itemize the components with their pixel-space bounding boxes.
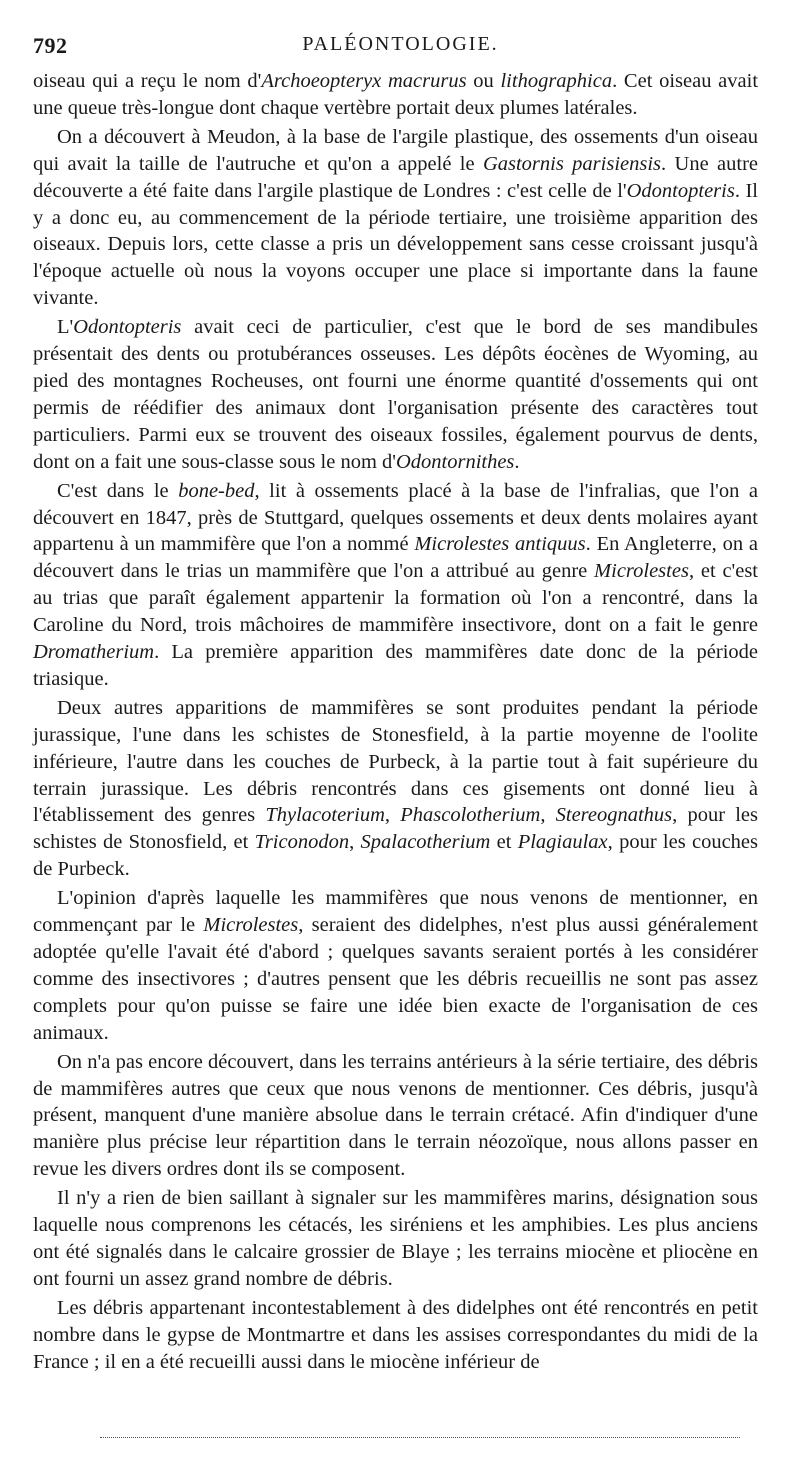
- text-run: . En Angleterre, on a découvert dans le trias un mammifère que l'on a attribué au genre: [33, 533, 758, 583]
- italic-text-run: Odontopteris: [626, 179, 735, 202]
- text-run: , et c'est au trias que paraît également appartenir la formation où l'on a rencontré, dans la Caroline du Nord, trois mâchoires de mammifère insectivore, dont on a fait le genre: [33, 560, 759, 637]
- page-number: 792: [33, 33, 68, 58]
- text-run: On a découvert à Meudon, à la base de l'argile plastique, des ossements d'un oiseau qui avait la taille de l'autruche et qu'on a appelé le: [33, 125, 758, 175]
- text-run: , pour les schistes de Stonosfield, et: [33, 804, 759, 854]
- italic-text-run: bone-bed: [178, 479, 255, 502]
- text-run: ,: [384, 804, 401, 827]
- text-run: , pour les couches de Purbeck.: [33, 831, 759, 881]
- running-title: PALÉONTOLOGIE.: [302, 33, 499, 55]
- paragraph: [33, 695, 758, 883]
- paragraph: [33, 124, 758, 312]
- text-run: et: [490, 831, 518, 854]
- italic-text-run: Spalacotherium: [360, 831, 491, 854]
- text-run: . Cet oiseau avait une queue très-longue dont chaque vertèbre portait deux plumes latérales.: [33, 70, 759, 119]
- paragraph: [33, 478, 758, 693]
- text-run: . Il y a donc eu, au commencement de la période tertiaire, une troisième apparition des oiseaux. Depuis lors, cette classe a pris un développement sans cesse croissant jusqu'à l'époque actuelle où nous la voyons occuper une place si importante dans la faune vivante.: [33, 179, 758, 310]
- paragraph: [33, 885, 758, 1046]
- italic-text-run: Archoeopteryx macrurus: [261, 70, 467, 92]
- text-run: C'est dans le: [57, 479, 179, 502]
- italic-text-run: Microlestes: [594, 560, 689, 583]
- italic-text-run: Stereognathus: [555, 804, 673, 827]
- text-run: Les débris appartenant incontestablement à des didelphes ont été rencontrés en petit nombre dans le gypse de Montmartre et dans les assises correspondantes du midi de la France ; il en a été recueilli aussi dans le miocène inférieur de: [33, 1296, 758, 1373]
- italic-text-run: Thylacoterium: [265, 804, 385, 827]
- text-run: On n'a pas encore découvert, dans les terrains antérieurs à la série tertiaire, des débris de mammifères autres que ceux que nous venons de mentionner. Ces débris, jusqu'à présent, manquent d'une manière absolue dans le terrain crétacé. Afin d'indiquer d'une manière plus précise leur répartition dans le terrain néozoïque, nous allons passer en revue les divers ordres dont ils se composent.: [33, 1050, 758, 1181]
- italic-text-run: Microlestes antiquus: [414, 533, 586, 556]
- italic-text-run: Microlestes: [203, 914, 299, 937]
- italic-text-run: Plagiaulax: [517, 831, 608, 854]
- italic-text-run: Dromatherium: [33, 641, 155, 664]
- text-run: , lit à ossements placé à la base de l'infralias, que l'on a découvert en 1847, près de Stuttgard, quelques ossements et deux dents molaires ayant appartenu à un mammifère que l'on a nommé: [33, 479, 758, 556]
- text-run: ,: [540, 804, 556, 827]
- italic-text-run: Phascolotherium: [400, 804, 541, 827]
- text-run: . La première apparition des mammifères date donc de la période triasique.: [33, 641, 758, 690]
- text-run: , seraient des didelphes, n'est plus aussi généralement adoptée qu'elle l'avait été d'abord ; quelques savants seraient portés à les considérer comme des insectivores ; d'autres pensent que les débris recueillis ne sont pas assez complets pour qu'on puisse se faire une idée bien exacte de l'organisation de ces animaux.: [33, 914, 759, 1044]
- paragraph: [33, 1049, 758, 1184]
- paragraph: [33, 314, 758, 475]
- text-run: ou: [466, 70, 501, 92]
- text-run: L'opinion d'après laquelle les mammifères que nous venons de mentionner, en commençant par le: [33, 887, 758, 937]
- page-header: [33, 33, 768, 59]
- italic-text-run: lithographica: [500, 70, 613, 92]
- text-run: avait ceci de particulier, c'est que le bord de ses mandibules présentait des dents ou protubérances osseuses. Les dépôts éocènes de Wyoming, au pied des montagnes Rocheuses, ont fourni une énorme quantité d'ossements qui ont permis de réédifier des animaux dont l'organisation présente des caractères tout particuliers. Parmi eux se trouvent des oiseaux fossiles, également pourvus de dents, dont on a fait une sous-classe sous le nom d': [33, 316, 758, 473]
- text-run: oiseau qui a reçu le nom d': [33, 70, 262, 92]
- text-run: ,: [349, 831, 361, 854]
- footer-rule: [100, 1437, 740, 1438]
- paragraph: [33, 68, 758, 122]
- italic-text-run: Triconodon: [254, 831, 350, 854]
- text-run: Il n'y a rien de bien saillant à signaler sur les mammifères marins, désignation sous laquelle nous comprenons les cétacés, les siréniens et les amphibies. Les plus anciens ont été signalés dans le calcaire grossier de Blaye ; les terrains miocène et pliocène en ont fourni un assez grand nombre de débris.: [33, 1187, 758, 1290]
- paragraph: [33, 1295, 758, 1376]
- italic-text-run: Gastornis parisiensis: [482, 152, 662, 175]
- text-run: L': [57, 316, 74, 339]
- italic-text-run: Odontopteris: [73, 316, 182, 339]
- body-text: [33, 68, 758, 1378]
- text-run: Deux autres apparitions de mammifères se sont produites pendant la période jurassique, l'une dans les schistes de Stonesfield, à la partie moyenne de l'oolite inférieure, l'autre dans les couches de Purbeck, à la partie tout à fait supérieure du terrain jurassique. Les débris rencontrés dans ces gisements ont donné lieu à l'établissement des genres: [33, 696, 758, 827]
- text-run: . Une autre découverte a été faite dans l'argile plastique de Londres : c'est celle de l': [33, 152, 758, 202]
- italic-text-run: Odontornithes: [395, 450, 515, 473]
- text-run: .: [514, 450, 520, 473]
- paragraph: [33, 1185, 758, 1293]
